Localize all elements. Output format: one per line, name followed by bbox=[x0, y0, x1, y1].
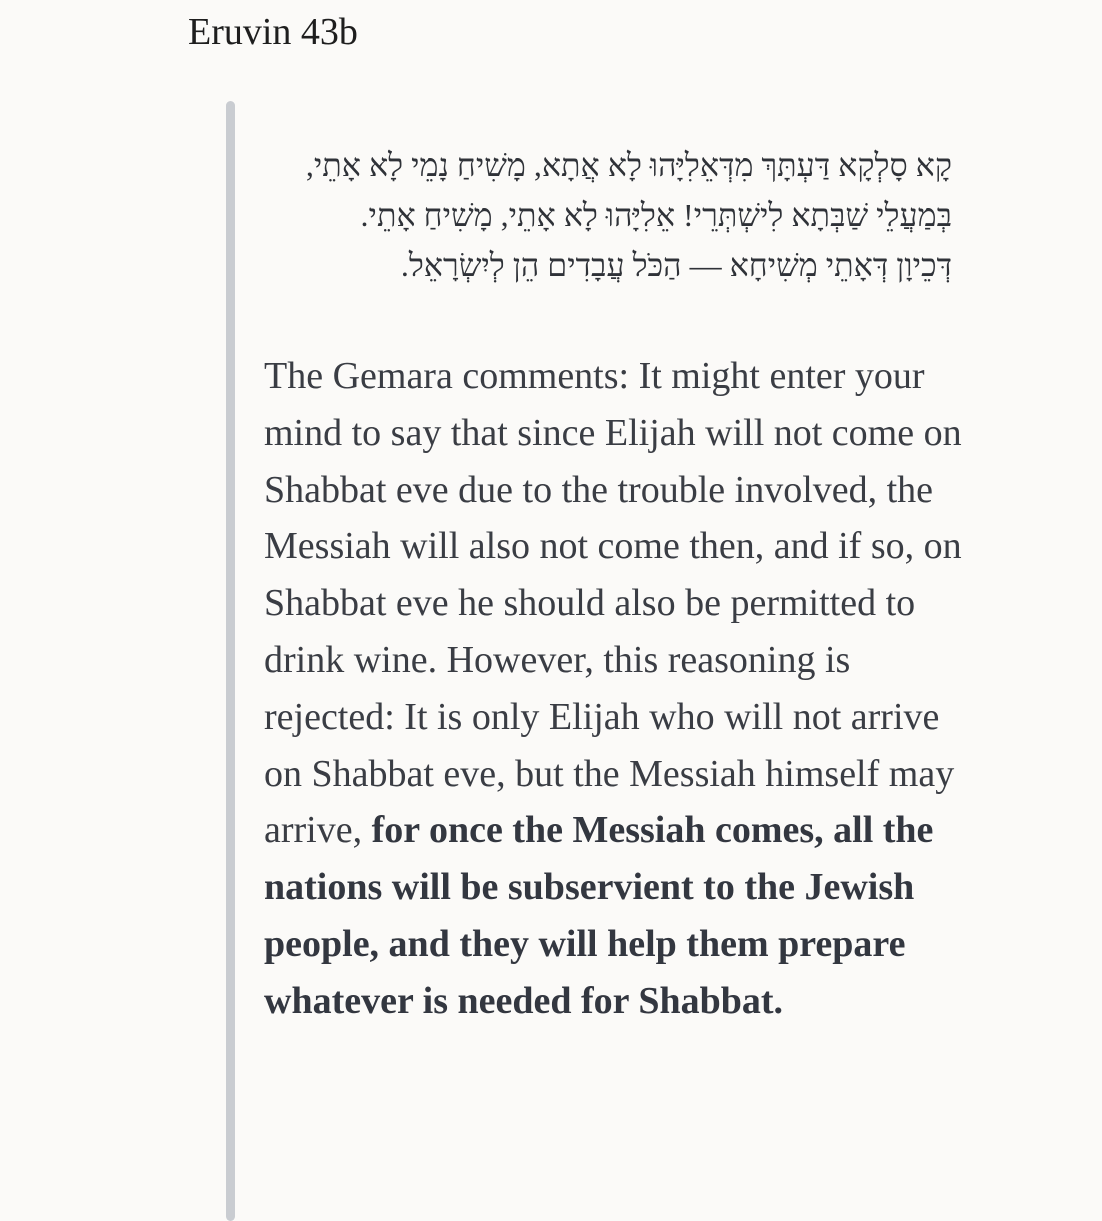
hebrew-text bbox=[262, 140, 952, 290]
translation-bold-text: for once the Messiah comes, all the nations will be subservient to the Jewish people, and they will help them prepare whatever is needed for Shabbat. bbox=[264, 809, 934, 1022]
hebrew-line: דְּכֵיוָן דְּאָתֵי מְשִׁיחָא — הַכֹּל עֲבָדִים הֵן לְיִשְׂרָאֵל. bbox=[400, 247, 952, 283]
page-title: Eruvin 43b bbox=[188, 11, 358, 53]
english-translation bbox=[264, 348, 964, 1030]
blockquote-bar bbox=[226, 101, 235, 1221]
translation-plain-text: The Gemara comments: It might enter your mind to say that since Elijah will not come on Shabbat eve due to the trouble involved, the Messiah will also not come then, and if so, on Shabbat eve he should also be permitted to drink wine. However, this reasoning is rejected: It is only Elijah who will not arrive on Shabbat eve, but the Messiah himself may arrive, bbox=[264, 355, 962, 852]
hebrew-line: בְּמַעֲלֵי שַׁבְּתָא לִישְׁתְּרֵי! אֵלִיָּהוּ לָא אָתֵי, מָשִׁיחַ אָתֵי. bbox=[360, 197, 952, 233]
hebrew-line: קָא סָלְקָא דַּעְתָּךְ מִדְּאֵלִיָּהוּ לָא אֲתָא, מָשִׁיחַ נָמֵי לָא אָתֵי, bbox=[305, 147, 952, 183]
